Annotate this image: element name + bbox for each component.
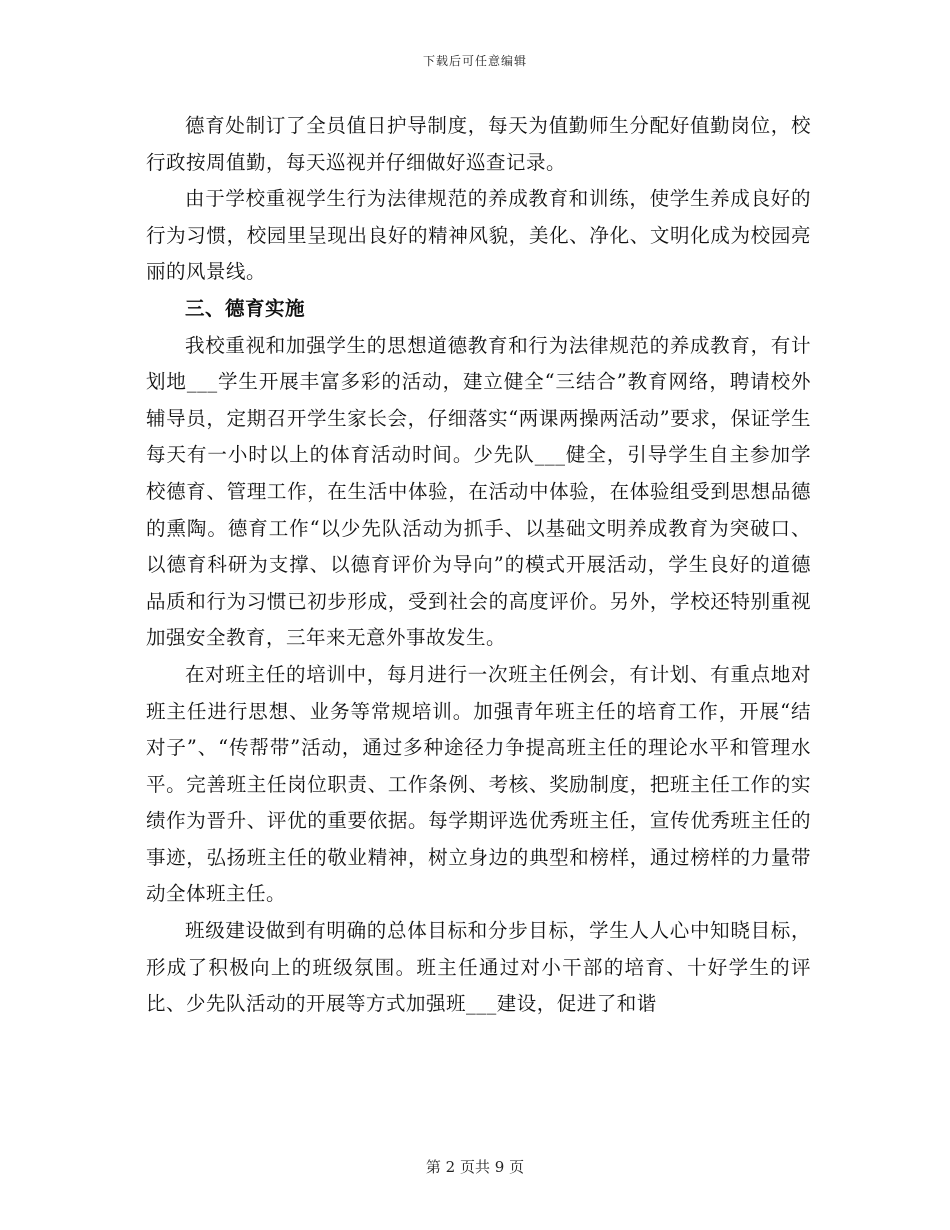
paragraph-teacher-training: 在对班主任的培训中，每月进行一次班主任例会，有计划、有重点地对班主任进行思想、业务等常规培训。加强青年班主任的培育工作，开展“结对子”、“传帮带”活动，通过多种途径力争提高班主任的理论水平和管理水平。完善班主任岗位职责、工作条例、考核、奖励制度，把班主任工作的实绩作为晋升、评优的重要依据。每学期评选优秀班主任，宣传优秀班主任的事迹，弘扬班主任的敬业精神，树立身边的典型和榜样，通过榜样的力量带动全体班主任。 [146, 662, 811, 906]
paragraph-behavior-norms: 由于学校重视学生行为法律规范的养成教育和训练，使学生养成良好的行为习惯，校园里呈现出良好的精神风貌，美化、净化、文明化成为校园亮丽的风景线。 [146, 187, 811, 284]
paragraph-class-building: 班级建设做到有明确的总体目标和分步目标，学生人人心中知晓目标，形成了积极向上的班级氛围。班主任通过对小干部的培育、十好学生的评比、少先队活动的开展等方式加强班___建设，促进了和谐 [146, 919, 811, 1016]
page-header: 下载后可任意编辑 [422, 54, 527, 68]
paragraph-duty-system: 德育处制订了全员值日护导制度，每天为值勤师生分配好值勤岗位，校行政按周值勤，每天巡视并仔细做好巡查记录。 [146, 114, 811, 174]
section-heading: 三、德育实施 [185, 296, 306, 320]
page-footer: 第 2 页共 9 页 [425, 1158, 525, 1176]
document-body [146, 108, 811, 1023]
paragraph-moral-education: 我校重视和加强学生的思想道德教育和行为法律规范的养成教育，有计划地___学生开展丰富多彩的活动，建立健全“三结合”教育网络，聘请校外辅导员，定期召开学生家长会，仔细落实“两课两操两活动”要求，保证学生每天有一小时以上的体育活动时间。少先队___健全，引导学生自主参加学校德育、管理工作，在生活中体验，在活动中体验，在体验组受到思想品德的熏陶。德育工作“以少先队活动为抓手、以基础文明养成教育为突破口、以德育科研为支撑、以德育评价为导向”的模式开展活动，学生良好的道德品质和行为习惯已初步形成，受到社会的高度评价。另外，学校还特别重视加强安全教育，三年来无意外事故发生。 [146, 333, 811, 650]
